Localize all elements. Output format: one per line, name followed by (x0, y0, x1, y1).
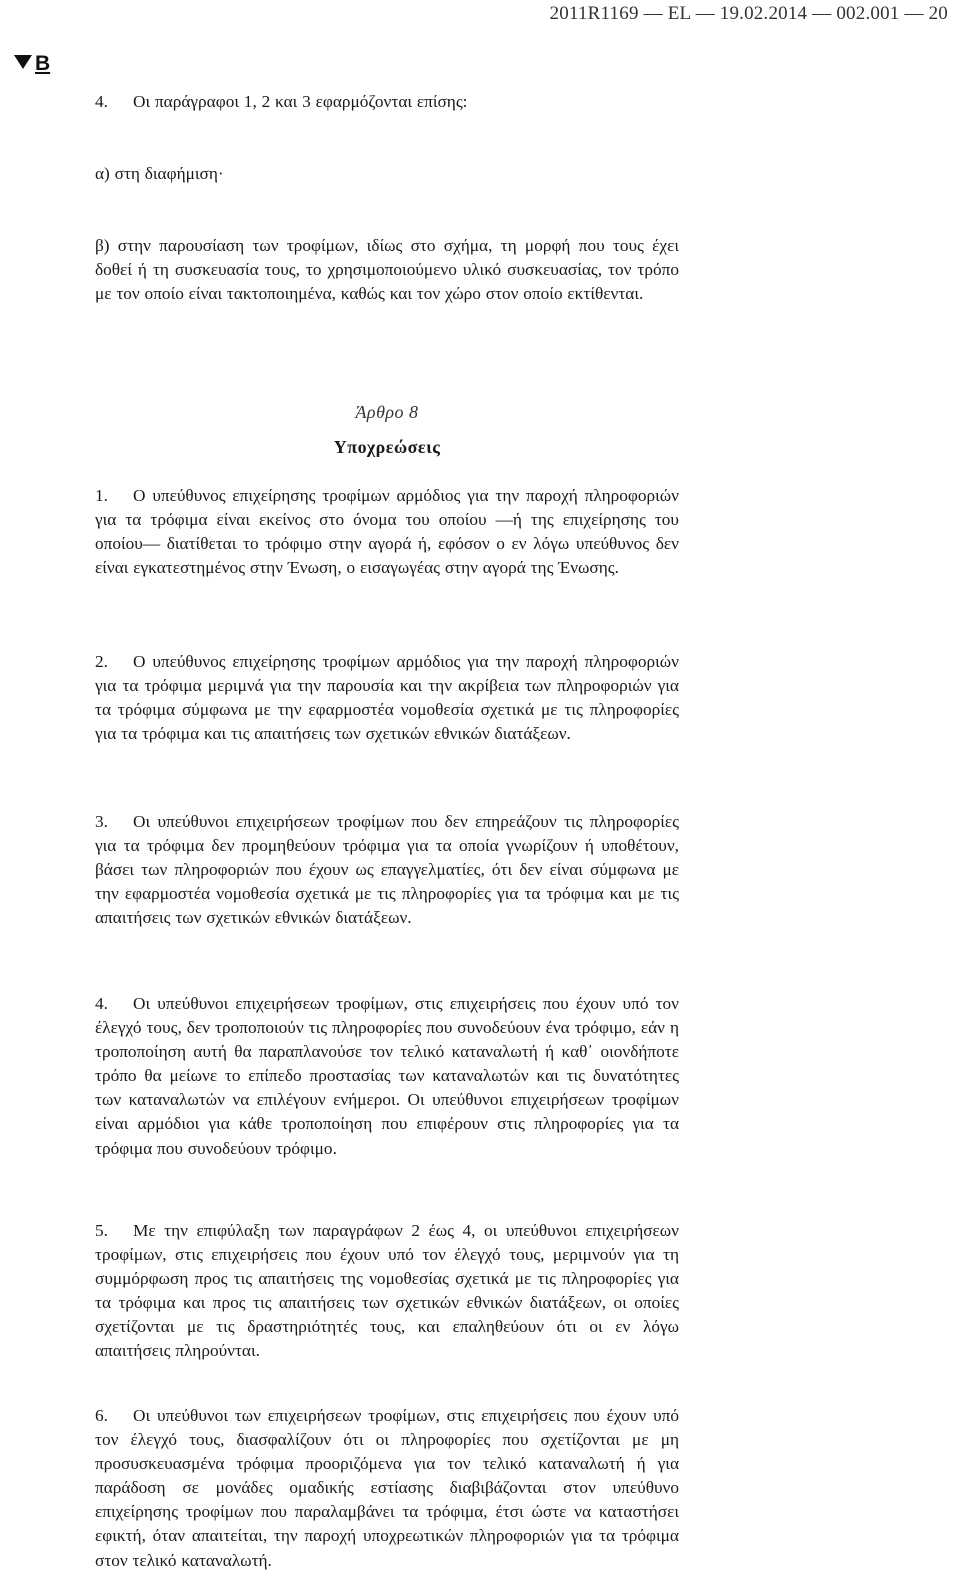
list-item-text: α) στη διαφήμιση· (95, 164, 224, 183)
paragraph-text: Ο υπεύθυνος επιχείρησης τροφίμων αρμόδιος για την παροχή πληροφοριών για τα τρόφιμα μεριμνά για την παρουσία και την ακρίβεια των πληροφοριών για τα τρόφιμα σύμφωνα με την εφαρμοστέα νομοθεσία σχετικά με τις πληροφορίες για τα τρόφιμα και τις απαιτήσεις των σχετικών εθνικών διατάξεων. (95, 652, 679, 744)
paragraph-number: 4. (95, 994, 108, 1013)
paragraph-6 (95, 1404, 679, 1573)
paragraph-number: 4. (95, 92, 108, 111)
paragraph-2 (95, 650, 679, 746)
paragraph-1 (95, 484, 679, 580)
triangle-down-icon (14, 55, 32, 69)
paragraph-number: 1. (95, 486, 108, 505)
paragraph-number: 6. (95, 1406, 108, 1425)
paragraph-text: Οι παράγραφοι 1, 2 και 3 εφαρμόζονται επίσης: (133, 92, 468, 111)
paragraph-number: 3. (95, 812, 108, 831)
paragraph-text: Με την επιφύλαξη των παραγράφων 2 έως 4, οι υπεύθυνοι επιχειρήσεων τροφίμων, στις επιχειρήσεις που έχουν υπό τον έλεγχό τους, μεριμνούν για τη συμμόρφωση προς τις απαιτήσεις της νομοθεσίας σχετικά με τις πληροφορίες για τα τρόφιμα και προς τις απαιτήσεις των σχετικών εθνικών διατάξεων, οι οποίες σχετίζονται με τις δραστηριότητές τους, και επαληθεύουν ότι οι εν λόγω απαιτήσεις πληρούνται. (95, 1221, 679, 1361)
article-heading: Υποχρεώσεις (333, 437, 441, 457)
paragraph-number: 2. (95, 652, 108, 671)
paragraph-number: 5. (95, 1221, 108, 1240)
paragraph-text: Οι υπεύθυνοι επιχειρήσεων τροφίμων που δεν επηρεάζουν τις πληροφορίες για τα τρόφιμα δεν προμηθεύουν τρόφιμα για τα οποία γνωρίζουν ή υποθέτουν, βάσει των πληροφοριών που έχουν ως επαγγελματίες, ότι δεν είναι σύμφωνα με την εφαρμοστέα νομοθεσία σχετικά με τις πληροφορίες για τα τρόφιμα και με τις απαιτήσεις των σχετικών εθνικών διατάξεων. (95, 812, 679, 928)
paragraph-4-intro (95, 90, 679, 114)
paragraph-text: Οι υπεύθυνοι των επιχειρήσεων τροφίμων, στις επιχειρήσεις που έχουν υπό τον έλεγχό τους, διασφαλίζουν ότι οι πληροφορίες που σχετίζονται με μη προσυσκευασμένα τρόφιμα προοριζόμενα για τον τελικό καταναλωτή ή για παράδοση σε μονάδες ομαδικής εστίασης διαβιβάζονται στον υπεύθυνο επιχείρησης τροφίμων που παραλαμβάνει τα τρόφιμα, έτσι ώστε να καταστήσει εφικτή, όταν απαιτείται, την παροχή υποχρεωτικών πληροφοριών για τα τρόφιμα στον τελικό καταναλωτή. (95, 1406, 679, 1570)
paragraph-4 (95, 992, 679, 1161)
article-title: Άρθρο 8 (355, 402, 419, 422)
paragraph-text: Οι υπεύθυνοι επιχειρήσεων τροφίμων, στις επιχειρήσεις που έχουν υπό τον έλεγχό τους, δεν τροποποιούν τις πληροφορίες που συνοδεύουν ένα τρόφιμο, εάν η τροποποίηση αυτή θα παραπλανούσε τον τελικό καταναλωτή ή καθ᾽ οιονδήποτε τρόπο θα μείωνε το επίπεδο προστασίας των καταναλωτών και τις δυνατότητες των καταναλωτών να επιλέγουν ενήμεροι. Οι υπεύθυνοι επιχειρήσεων τροφίμων είναι αρμόδιοι για κάθε τροποποίηση που επιφέρουν στις πληροφορίες για τα τρόφιμα που συνοδεύουν τρόφιμο. (95, 994, 679, 1158)
list-item-b (95, 234, 679, 306)
list-item-a (95, 162, 679, 186)
amendment-code-link[interactable]: B (35, 52, 51, 75)
list-item-text: β) στην παρουσίαση των τροφίμων, ιδίως στο σχήμα, τη μορφή που τους έχει δοθεί ή τη συσκευασία τους, το χρησιμοποιούμενο υλικό συσκευασίας, τον τρόπο με τον οποίο είναι τακτοποιημένα, καθώς και τον χώρο στον οποίο εκτίθενται. (95, 236, 679, 304)
amendment-marker[interactable] (14, 52, 50, 76)
paragraph-3 (95, 810, 679, 930)
document-reference-header: 2011R1169 — EL — 19.02.2014 — 002.001 — 20 (549, 3, 948, 24)
paragraph-text: Ο υπεύθυνος επιχείρησης τροφίμων αρμόδιος για την παροχή πληροφοριών για τα τρόφιμα είναι εκείνος στο όνομα του οποίου —ή της επιχείρησης του οποίου— διατίθεται το τρόφιμο στην αγορά ή, εφόσον ο εν λόγω υπεύθυνος δεν είναι εγκατεστημένος στην Ένωση, ο εισαγωγέας στην αγορά της Ένωσης. (95, 486, 679, 578)
paragraph-5 (95, 1219, 679, 1364)
